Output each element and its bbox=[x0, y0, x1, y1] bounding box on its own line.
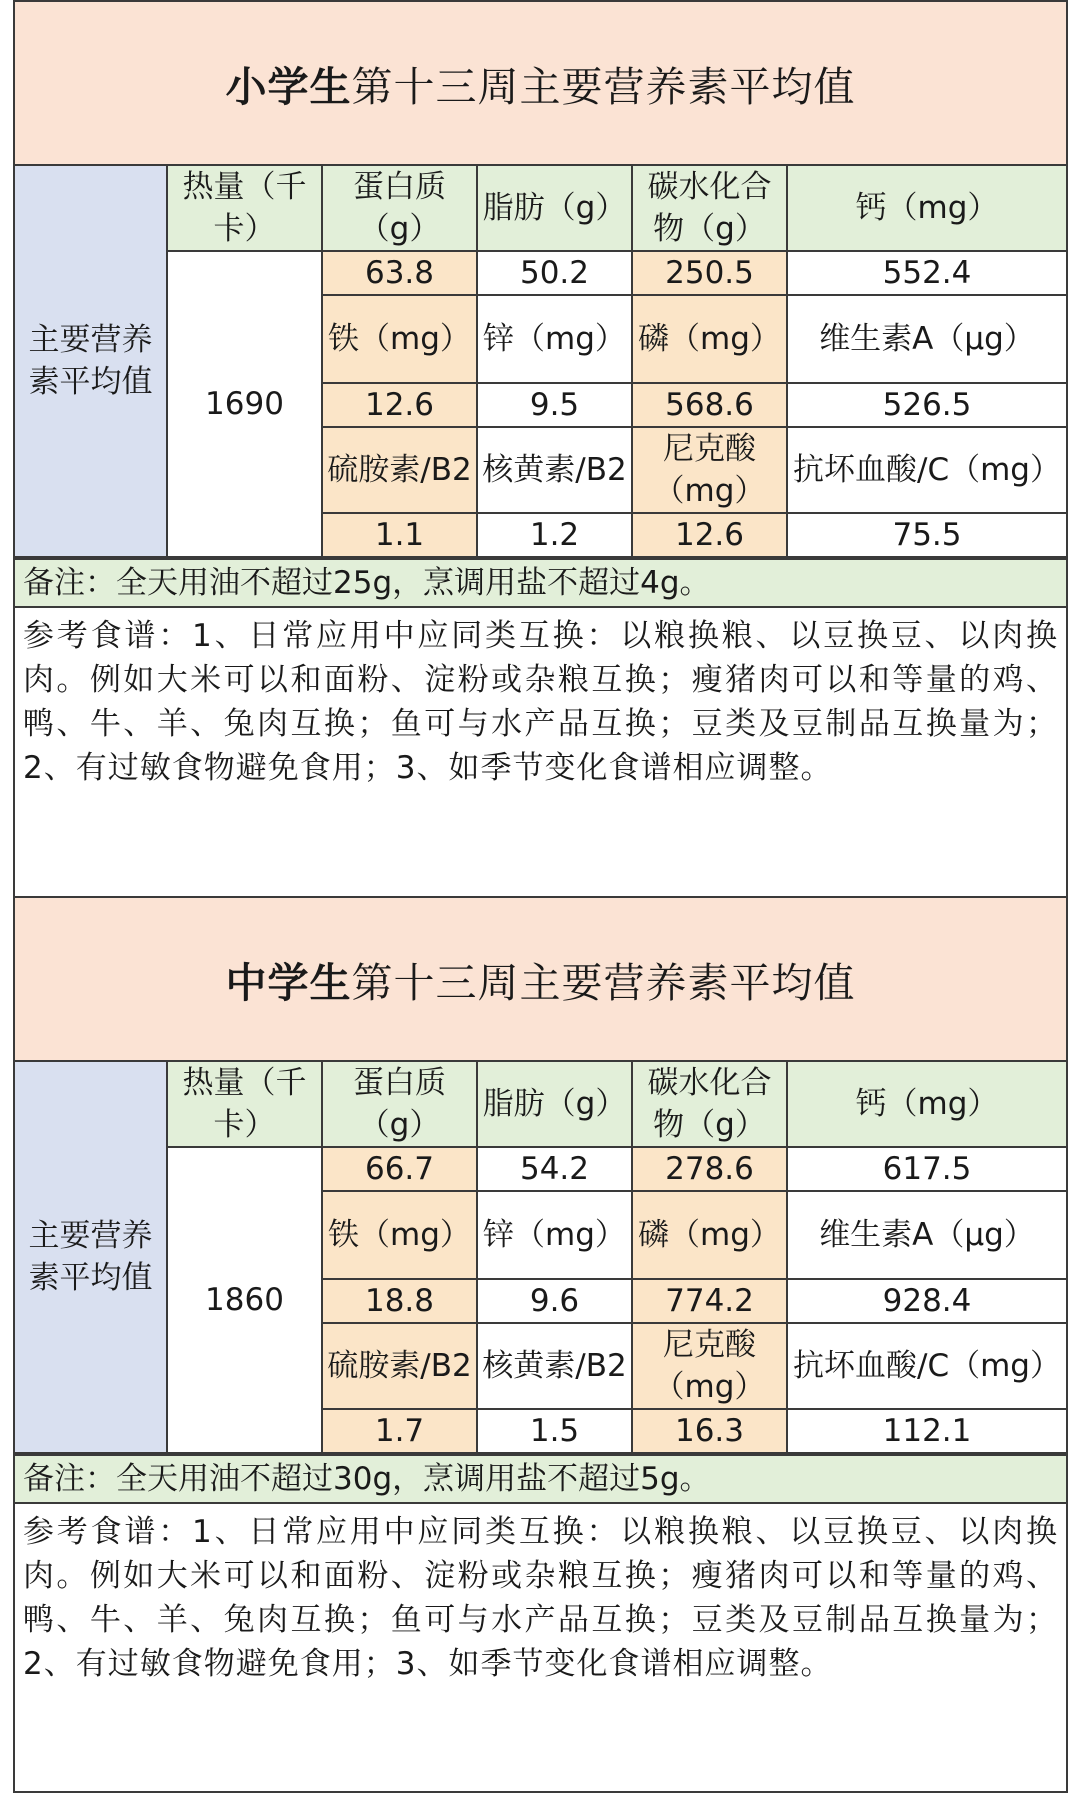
nutrient-label: 硫胺素/B2 bbox=[322, 1323, 477, 1409]
nutrient-label: 碳水化合物（g） bbox=[632, 1062, 787, 1147]
side-label: 主要营养素平均值 bbox=[15, 166, 167, 557]
nutrient-label: 钙（mg） bbox=[787, 1062, 1066, 1147]
nutrient-label: 抗坏血酸/C（mg） bbox=[787, 427, 1066, 513]
nutrient-value: 75.5 bbox=[787, 513, 1066, 557]
nutrient-table bbox=[15, 166, 1066, 558]
nutrient-value: 9.5 bbox=[477, 383, 632, 427]
side-label: 主要营养素平均值 bbox=[15, 1062, 167, 1453]
nutrient-label: 维生素A（μg） bbox=[787, 295, 1066, 383]
nutrient-value: 774.2 bbox=[632, 1279, 787, 1323]
nutrient-value: 50.2 bbox=[477, 251, 632, 295]
energy-value: 1860 bbox=[167, 1147, 322, 1453]
nutrient-label: 抗坏血酸/C（mg） bbox=[787, 1323, 1066, 1409]
nutrient-label: 尼克酸（mg） bbox=[632, 1323, 787, 1409]
nutrient-value: 54.2 bbox=[477, 1147, 632, 1191]
energy-value: 1690 bbox=[167, 251, 322, 557]
reference-recipe-text: 参考食谱：1、日常应用中应同类互换：以粮换粮、以豆换豆、以肉换肉。例如大米可以和面粉、淀粉或杂粮互换；瘦猪肉可以和等量的鸡、鸭、牛、羊、兔肉互换；鱼可与水产品互换；豆类及豆制品互换量为；2、有过敏食物避免食用；3、如季节变化食谱相应调整。 bbox=[23, 1514, 1058, 1682]
note-text: 备注：全天用油不超过25g，烹调用盐不超过4g。 bbox=[15, 558, 1066, 608]
section-title bbox=[15, 2, 1066, 166]
nutrient-label: 核黄素/B2 bbox=[477, 1323, 632, 1409]
nutrient-label: 蛋白质（g） bbox=[322, 1062, 477, 1147]
nutrient-label: 维生素A（μg） bbox=[787, 1191, 1066, 1279]
nutrient-value: 1.7 bbox=[322, 1409, 477, 1453]
nutrient-label: 核黄素/B2 bbox=[477, 427, 632, 513]
nutrient-value: 617.5 bbox=[787, 1147, 1066, 1191]
nutrient-value: 1.2 bbox=[477, 513, 632, 557]
energy-label: 热量（千卡） bbox=[167, 1062, 322, 1147]
nutrient-label: 蛋白质（g） bbox=[322, 166, 477, 251]
nutrient-value: 278.6 bbox=[632, 1147, 787, 1191]
nutrient-label: 磷（mg） bbox=[632, 295, 787, 383]
nutrient-label: 锌（mg） bbox=[477, 295, 632, 383]
title-bold: 中学生 bbox=[225, 958, 352, 1007]
nutrient-label: 脂肪（g） bbox=[477, 1062, 632, 1147]
reference-recipe-text: 参考食谱：1、日常应用中应同类互换：以粮换粮、以豆换豆、以肉换肉。例如大米可以和面粉、淀粉或杂粮互换；瘦猪肉可以和等量的鸡、鸭、牛、羊、兔肉互换；鱼可与水产品互换；豆类及豆制品互换量为；2、有过敏食物避免食用；3、如季节变化食谱相应调整。 bbox=[23, 618, 1058, 786]
nutrient-value: 18.8 bbox=[322, 1279, 477, 1323]
nutrient-label: 磷（mg） bbox=[632, 1191, 787, 1279]
nutrient-label: 脂肪（g） bbox=[477, 166, 632, 251]
nutrient-value: 12.6 bbox=[322, 383, 477, 427]
nutrition-section-primary bbox=[13, 0, 1068, 898]
nutrient-value: 112.1 bbox=[787, 1409, 1066, 1453]
title-rest: 第十三周主要营养素平均值 bbox=[351, 958, 856, 1007]
nutrient-value: 1.5 bbox=[477, 1409, 632, 1453]
nutrient-value: 568.6 bbox=[632, 383, 787, 427]
title-bold: 小学生 bbox=[225, 62, 352, 111]
nutrient-value: 66.7 bbox=[322, 1147, 477, 1191]
nutrient-value: 928.4 bbox=[787, 1279, 1066, 1323]
nutrient-label: 铁（mg） bbox=[322, 1191, 477, 1279]
nutrient-value: 552.4 bbox=[787, 251, 1066, 295]
energy-label: 热量（千卡） bbox=[167, 166, 322, 251]
nutrient-label: 硫胺素/B2 bbox=[322, 427, 477, 513]
nutrient-label: 钙（mg） bbox=[787, 166, 1066, 251]
nutrient-value: 250.5 bbox=[632, 251, 787, 295]
nutrient-label: 尼克酸（mg） bbox=[632, 427, 787, 513]
nutrient-value: 526.5 bbox=[787, 383, 1066, 427]
section-title bbox=[15, 898, 1066, 1062]
nutrient-value: 63.8 bbox=[322, 251, 477, 295]
title-rest: 第十三周主要营养素平均值 bbox=[351, 62, 856, 111]
nutrient-label: 碳水化合物（g） bbox=[632, 166, 787, 251]
nutrient-value: 9.6 bbox=[477, 1279, 632, 1323]
nutrient-value: 12.6 bbox=[632, 513, 787, 557]
note-text: 备注：全天用油不超过30g，烹调用盐不超过5g。 bbox=[15, 1454, 1066, 1504]
nutrient-table bbox=[15, 1062, 1066, 1454]
nutrient-value: 16.3 bbox=[632, 1409, 787, 1453]
nutrient-label: 铁（mg） bbox=[322, 295, 477, 383]
nutrient-label: 锌（mg） bbox=[477, 1191, 632, 1279]
nutrition-section-secondary bbox=[13, 896, 1068, 1793]
nutrient-value: 1.1 bbox=[322, 513, 477, 557]
